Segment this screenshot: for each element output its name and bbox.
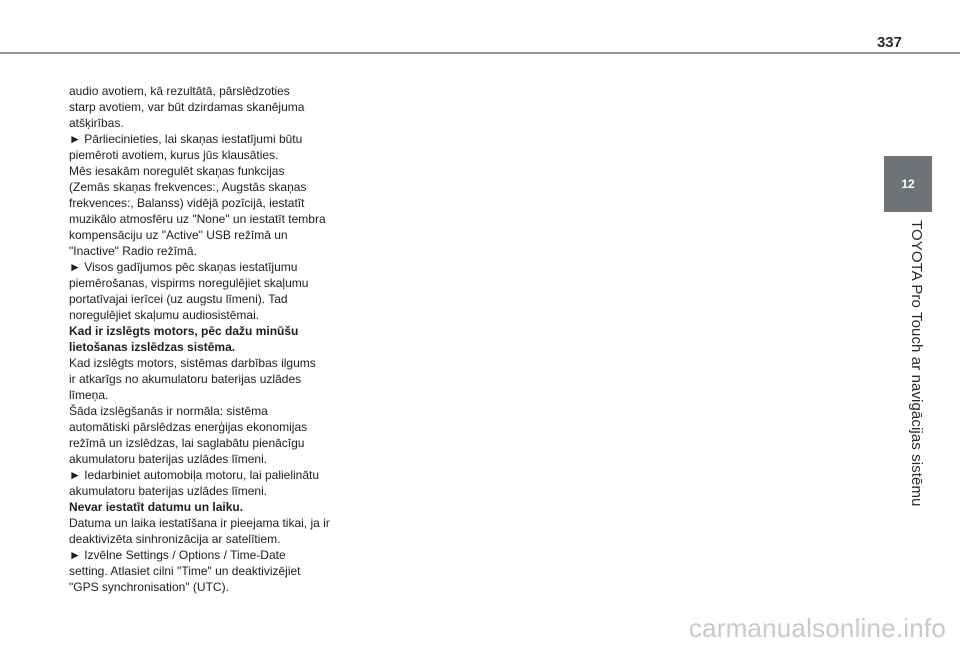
paragraph: ► Iedarbiniet automobiļa motoru, lai palielinātu akumulatoru baterijas uzlādes līmeni. <box>69 468 320 498</box>
paragraph: Mēs iesakām noregulēt skaņas funkcijas (Zemās skaņas frekvences:, Augstās skaņas frekvences:, Balanss) vidējā pozīcijā, iestatīt muzikālo atmosfēru uz "None" un iestatīt tembra kompensāciju uz "Active" USB režīmā un "Inactive" Radio režīmā. <box>69 164 326 258</box>
section-heading: Nevar iestatīt datumu un laiku. <box>69 500 244 514</box>
page-number: 337 <box>876 34 902 51</box>
section-heading: Kad ir izslēgts motors, pēc dažu minūšu lietošanas izslēdzas sistēma. <box>69 324 299 354</box>
chapter-title: TOYOTA Pro Touch ar navigācijas sistēmu <box>908 220 925 507</box>
watermark: carmanualsonline.info <box>688 613 946 643</box>
paragraph: ► Izvēlne Settings / Options / Time-Date setting. Atlasiet cilni "Time" un deaktivizējiet "GPS synchronisation" (UTC). <box>69 548 301 594</box>
paragraph: ► Pārliecinieties, lai skaņas iestatījumi būtu piemēroti avotiem, kurus jūs klausāties. <box>69 132 303 162</box>
paragraph: Datuma un laika iestatīšana ir pieejama tikai, ja ir deaktivizēta sinhronizācija ar satelītiem. <box>69 516 330 546</box>
paragraph: Šāda izslēgšanās ir normāla: sistēma automātiski pārslēdzas enerģijas ekonomijas režīmā un izslēdzas, lai saglabātu pienācīgu akumulatoru baterijas uzlādes līmeni. <box>69 404 308 466</box>
header-divider <box>0 52 960 54</box>
paragraph: audio avotiem, kā rezultātā, pārslēdzoties starp avotiem, var būt dzirdamas skanējuma atšķirības. <box>69 84 305 130</box>
paragraph: Kad izslēgts motors, sistēmas darbības ilgums ir atkarīgs no akumulatoru baterijas uzlādes līmeņa. <box>69 356 316 402</box>
body-text <box>69 83 344 595</box>
chapter-number: 12 <box>901 177 915 191</box>
chapter-tab <box>884 156 932 212</box>
paragraph: ► Visos gadījumos pēc skaņas iestatījumu piemērošanas, vispirms noregulējiet skaļumu portatīvajai ierīcei (uz augstu līmeni). Tad noregulējiet skaļumu audiosistēmai. <box>69 260 309 322</box>
